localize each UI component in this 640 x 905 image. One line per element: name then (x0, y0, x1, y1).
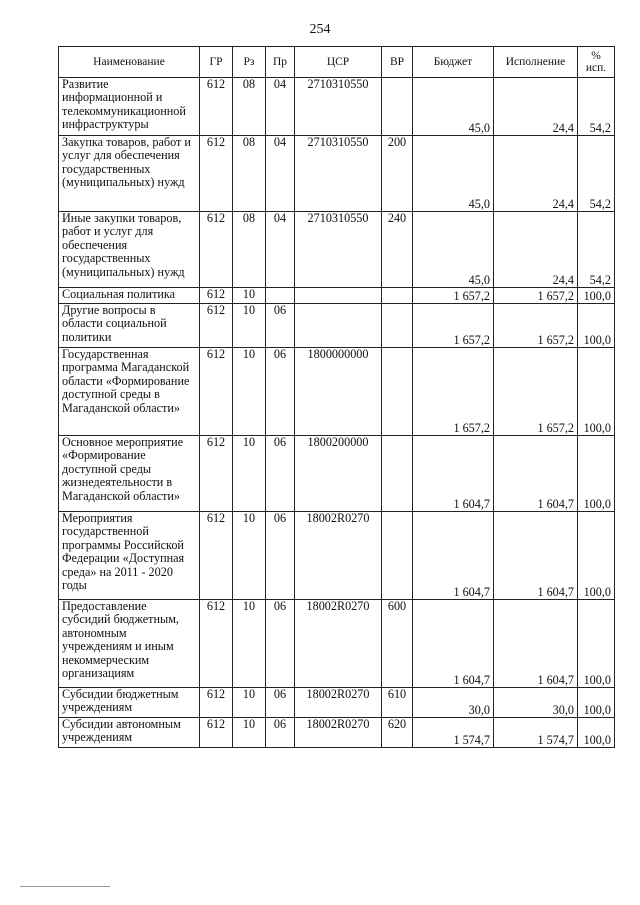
cell-csr: 2710310550 (295, 136, 382, 212)
cell-percent: 100,0 (578, 436, 615, 512)
cell-vr (382, 78, 413, 136)
cell-csr (295, 288, 382, 304)
table-row (59, 304, 615, 348)
cell-budget: 45,0 (413, 78, 494, 136)
cell-csr: 2710310550 (295, 78, 382, 136)
cell-name: Основное мероприятие «Формирование доступной среды жизнедеятельности в Магаданской области» (59, 436, 200, 512)
cell-gr: 612 (200, 512, 233, 600)
header-budget: Бюджет (413, 47, 494, 78)
cell-pr: 04 (266, 212, 295, 288)
cell-name: Субсидии бюджетным учреждениям (59, 688, 200, 718)
cell-gr: 612 (200, 212, 233, 288)
cell-pr: 06 (266, 304, 295, 348)
header-name: Наименование (59, 47, 200, 78)
cell-pr: 06 (266, 436, 295, 512)
cell-budget: 1 657,2 (413, 288, 494, 304)
cell-name: Иные закупки товаров, работ и услуг для обеспечения государственных (муниципальных) нужд (59, 212, 200, 288)
cell-name: Закупка товаров, работ и услуг для обеспечения государственных (муниципальных) нужд (59, 136, 200, 212)
cell-rz: 08 (233, 78, 266, 136)
table-row (59, 436, 615, 512)
cell-name: Социальная политика (59, 288, 200, 304)
header-rz: Рз (233, 47, 266, 78)
cell-execution: 1 604,7 (494, 512, 578, 600)
cell-percent: 54,2 (578, 212, 615, 288)
cell-vr: 200 (382, 136, 413, 212)
cell-pr: 06 (266, 718, 295, 748)
cell-gr: 612 (200, 688, 233, 718)
cell-percent: 100,0 (578, 688, 615, 718)
cell-rz: 10 (233, 348, 266, 436)
cell-budget: 1 657,2 (413, 304, 494, 348)
cell-rz: 08 (233, 212, 266, 288)
table-row (59, 512, 615, 600)
header-csr: ЦСР (295, 47, 382, 78)
cell-pr: 06 (266, 688, 295, 718)
cell-gr: 612 (200, 348, 233, 436)
cell-name: Государственная программа Магаданской области «Формирование доступной среды в Магаданской области» (59, 348, 200, 436)
cell-budget: 45,0 (413, 136, 494, 212)
cell-percent: 100,0 (578, 512, 615, 600)
cell-budget: 1 657,2 (413, 348, 494, 436)
cell-name: Субсидии автономным учреждениям (59, 718, 200, 748)
cell-percent: 100,0 (578, 348, 615, 436)
cell-percent: 100,0 (578, 288, 615, 304)
page-number: 254 (309, 22, 331, 37)
cell-pr (266, 288, 295, 304)
cell-pr: 04 (266, 136, 295, 212)
cell-csr (295, 304, 382, 348)
cell-execution: 24,4 (494, 136, 578, 212)
cell-budget: 1 604,7 (413, 512, 494, 600)
cell-csr: 18002R0270 (295, 718, 382, 748)
cell-budget: 1 604,7 (413, 600, 494, 688)
cell-execution: 24,4 (494, 212, 578, 288)
table-row (59, 136, 615, 212)
cell-gr: 612 (200, 436, 233, 512)
cell-pr: 06 (266, 512, 295, 600)
cell-execution: 1 657,2 (494, 348, 578, 436)
cell-percent: 100,0 (578, 718, 615, 748)
cell-vr (382, 436, 413, 512)
header-execution: Исполнение (494, 47, 578, 78)
cell-vr (382, 288, 413, 304)
table-row (59, 718, 615, 748)
table-row (59, 688, 615, 718)
header-pr: Пр (266, 47, 295, 78)
cell-execution: 1 604,7 (494, 436, 578, 512)
cell-gr: 612 (200, 78, 233, 136)
header-vr: ВР (382, 47, 413, 78)
cell-csr: 1800200000 (295, 436, 382, 512)
cell-gr: 612 (200, 288, 233, 304)
cell-percent: 100,0 (578, 600, 615, 688)
budget-table (58, 46, 615, 748)
cell-name: Предоставление субсидий бюджетным, автономным учреждениям и иным некоммерческим организациям (59, 600, 200, 688)
cell-gr: 612 (200, 718, 233, 748)
cell-rz: 10 (233, 688, 266, 718)
cell-execution: 1 657,2 (494, 288, 578, 304)
cell-percent: 54,2 (578, 136, 615, 212)
cell-rz: 10 (233, 304, 266, 348)
cell-rz: 10 (233, 288, 266, 304)
cell-gr: 612 (200, 304, 233, 348)
cell-name: Развитие информационной и телекоммуникационной инфраструктуры (59, 78, 200, 136)
cell-csr: 18002R0270 (295, 600, 382, 688)
cell-percent: 100,0 (578, 304, 615, 348)
table-row (59, 348, 615, 436)
cell-execution: 24,4 (494, 78, 578, 136)
cell-budget: 1 574,7 (413, 718, 494, 748)
cell-rz: 10 (233, 718, 266, 748)
cell-vr (382, 512, 413, 600)
header-gr: ГР (200, 47, 233, 78)
cell-pr: 06 (266, 348, 295, 436)
cell-budget: 45,0 (413, 212, 494, 288)
table-row (59, 212, 615, 288)
cell-vr: 610 (382, 688, 413, 718)
cell-vr: 620 (382, 718, 413, 748)
header-percent: % исп. (578, 47, 615, 78)
cell-pr: 06 (266, 600, 295, 688)
cell-percent: 54,2 (578, 78, 615, 136)
cell-csr: 2710310550 (295, 212, 382, 288)
cell-csr: 1800000000 (295, 348, 382, 436)
cell-gr: 612 (200, 600, 233, 688)
cell-gr: 612 (200, 136, 233, 212)
table-row (59, 600, 615, 688)
cell-rz: 10 (233, 436, 266, 512)
cell-rz: 10 (233, 600, 266, 688)
cell-vr (382, 348, 413, 436)
cell-csr: 18002R0270 (295, 512, 382, 600)
cell-vr (382, 304, 413, 348)
table-row (59, 78, 615, 136)
cell-budget: 30,0 (413, 688, 494, 718)
footer-divider (20, 886, 110, 887)
cell-vr: 240 (382, 212, 413, 288)
cell-pr: 04 (266, 78, 295, 136)
cell-execution: 1 574,7 (494, 718, 578, 748)
header-row (59, 47, 615, 78)
cell-csr: 18002R0270 (295, 688, 382, 718)
cell-rz: 10 (233, 512, 266, 600)
cell-execution: 1 604,7 (494, 600, 578, 688)
cell-budget: 1 604,7 (413, 436, 494, 512)
cell-name: Другие вопросы в области социальной политики (59, 304, 200, 348)
cell-execution: 30,0 (494, 688, 578, 718)
table-row (59, 288, 615, 304)
cell-rz: 08 (233, 136, 266, 212)
cell-vr: 600 (382, 600, 413, 688)
cell-execution: 1 657,2 (494, 304, 578, 348)
cell-name: Мероприятия государственной программы Российской Федерации «Доступная среда» на 2011 - 2020 годы (59, 512, 200, 600)
